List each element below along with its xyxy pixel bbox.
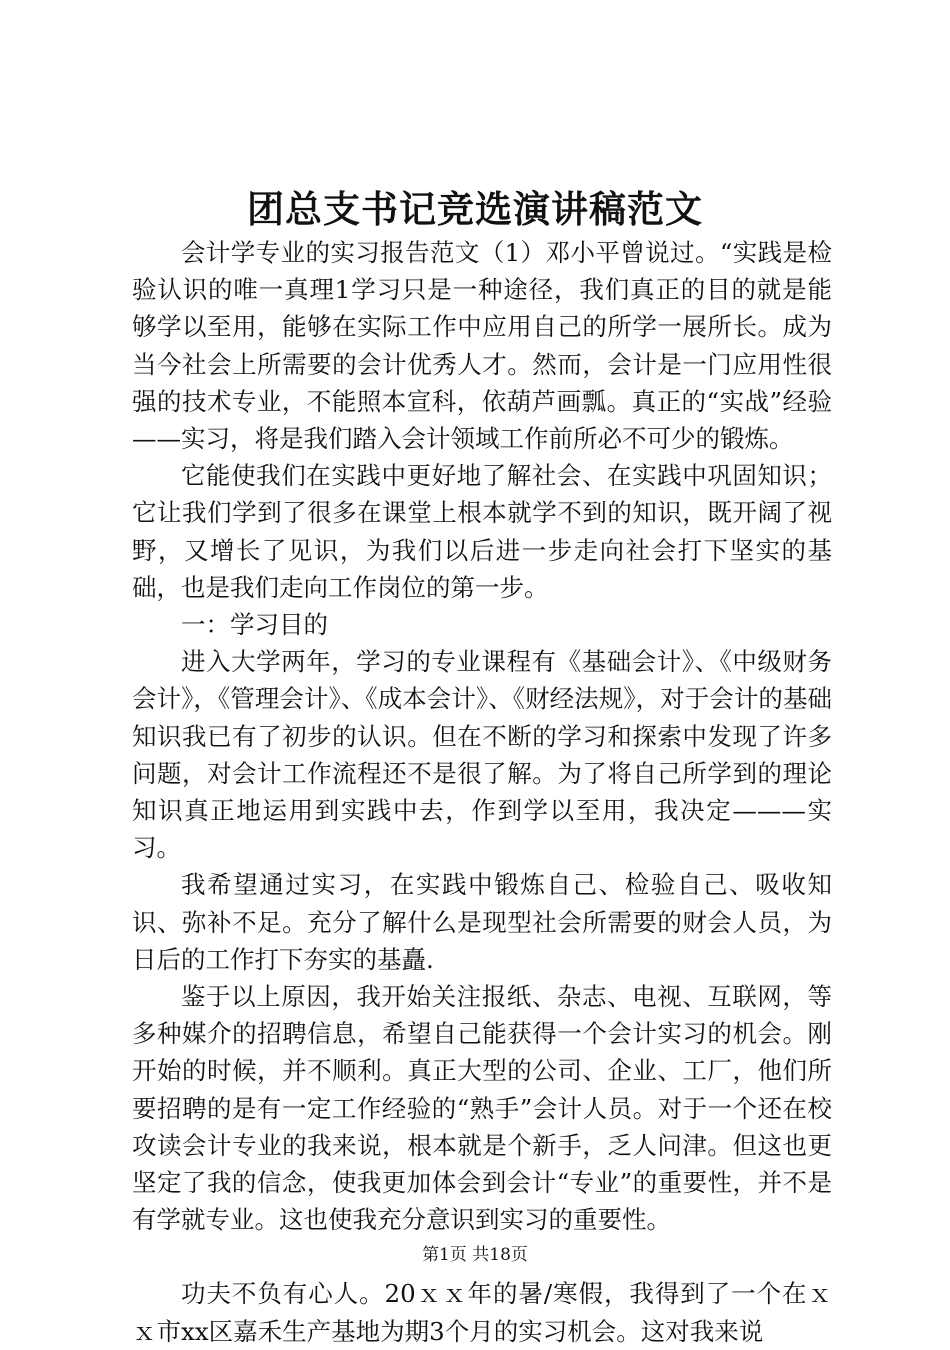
paragraph-practice-benefits: 它能使我们在实践中更好地了解社会、在实践中巩固知识；它让我们学到了很多在课堂上根本就学不到的知识，既开阔了视野，又增长了见识，为我们以后进一步走向社会打下坚实的基础，也是我们走向工作岗位的第一步。 [132,461,832,602]
section-heading-study-goal: 一：学习目的 [181,610,328,640]
paragraph-internship-opportunity: 功夫不负有心人。20ｘｘ年的暑/寒假，我得到了一个在ｘｘ市xx区嘉禾生产基地为期3个月的实习机会。这对我来说 [132,1279,832,1346]
page-number-footer: 第1页 共18页 [422,1245,528,1265]
document-body [132,234,832,1350]
paragraph-intro: 会计学专业的实习报告范文（1）邓小平曾说过。“实践是检验认识的唯一真理1学习只是一种途径，我们真正的目的就是能够学以至用，能够在实际工作中应用自己的所学一展所长。成为当今社会上所需要的会计优秀人才。然而，会计是一门应用性很强的技术专业，不能照本宣科，依葫芦画瓢。真正的“实战”经验——实习，将是我们踏入会计领域工作前所必不可少的锻炼。 [132,238,832,454]
paragraph-courses: 进入大学两年，学习的专业课程有《基础会计》、《中级财务会计》，《管理会计》、《成本会计》、《财经法规》，对于会计的基础知识我已有了初步的认识。但在不断的学习和探索中发现了许多问题，对会计工作流程还不是很了解。为了将自己所学到的理论知识真正地运用到实践中去，作到学以至用，我决定———实习。 [132,647,832,863]
document-title: 团总支书记竞选演讲稿范文 [247,187,703,231]
paragraph-job-search: 鉴于以上原因，我开始关注报纸、杂志、电视、互联网，等多种媒介的招聘信息，希望自己能获得一个会计实习的机会。刚开始的时候，并不顺利。真正大型的公司、企业、工厂，他们所要招聘的是有一定工作经验的“熟手”会计人员。对于一个还在校攻读会计专业的我来说，根本就是个新手，乏人问津。但这也更坚定了我的信念，使我更加体会到会计“专业”的重要性，并不是有学就专业。这也使我充分意识到实习的重要性。 [132,982,832,1235]
paragraph-hope: 我希望通过实习，在实践中锻炼自己、检验自己、吸收知识、弥补不足。充分了解什么是现型社会所需要的财会人员，为日后的工作打下夯实的基矗. [132,870,832,974]
